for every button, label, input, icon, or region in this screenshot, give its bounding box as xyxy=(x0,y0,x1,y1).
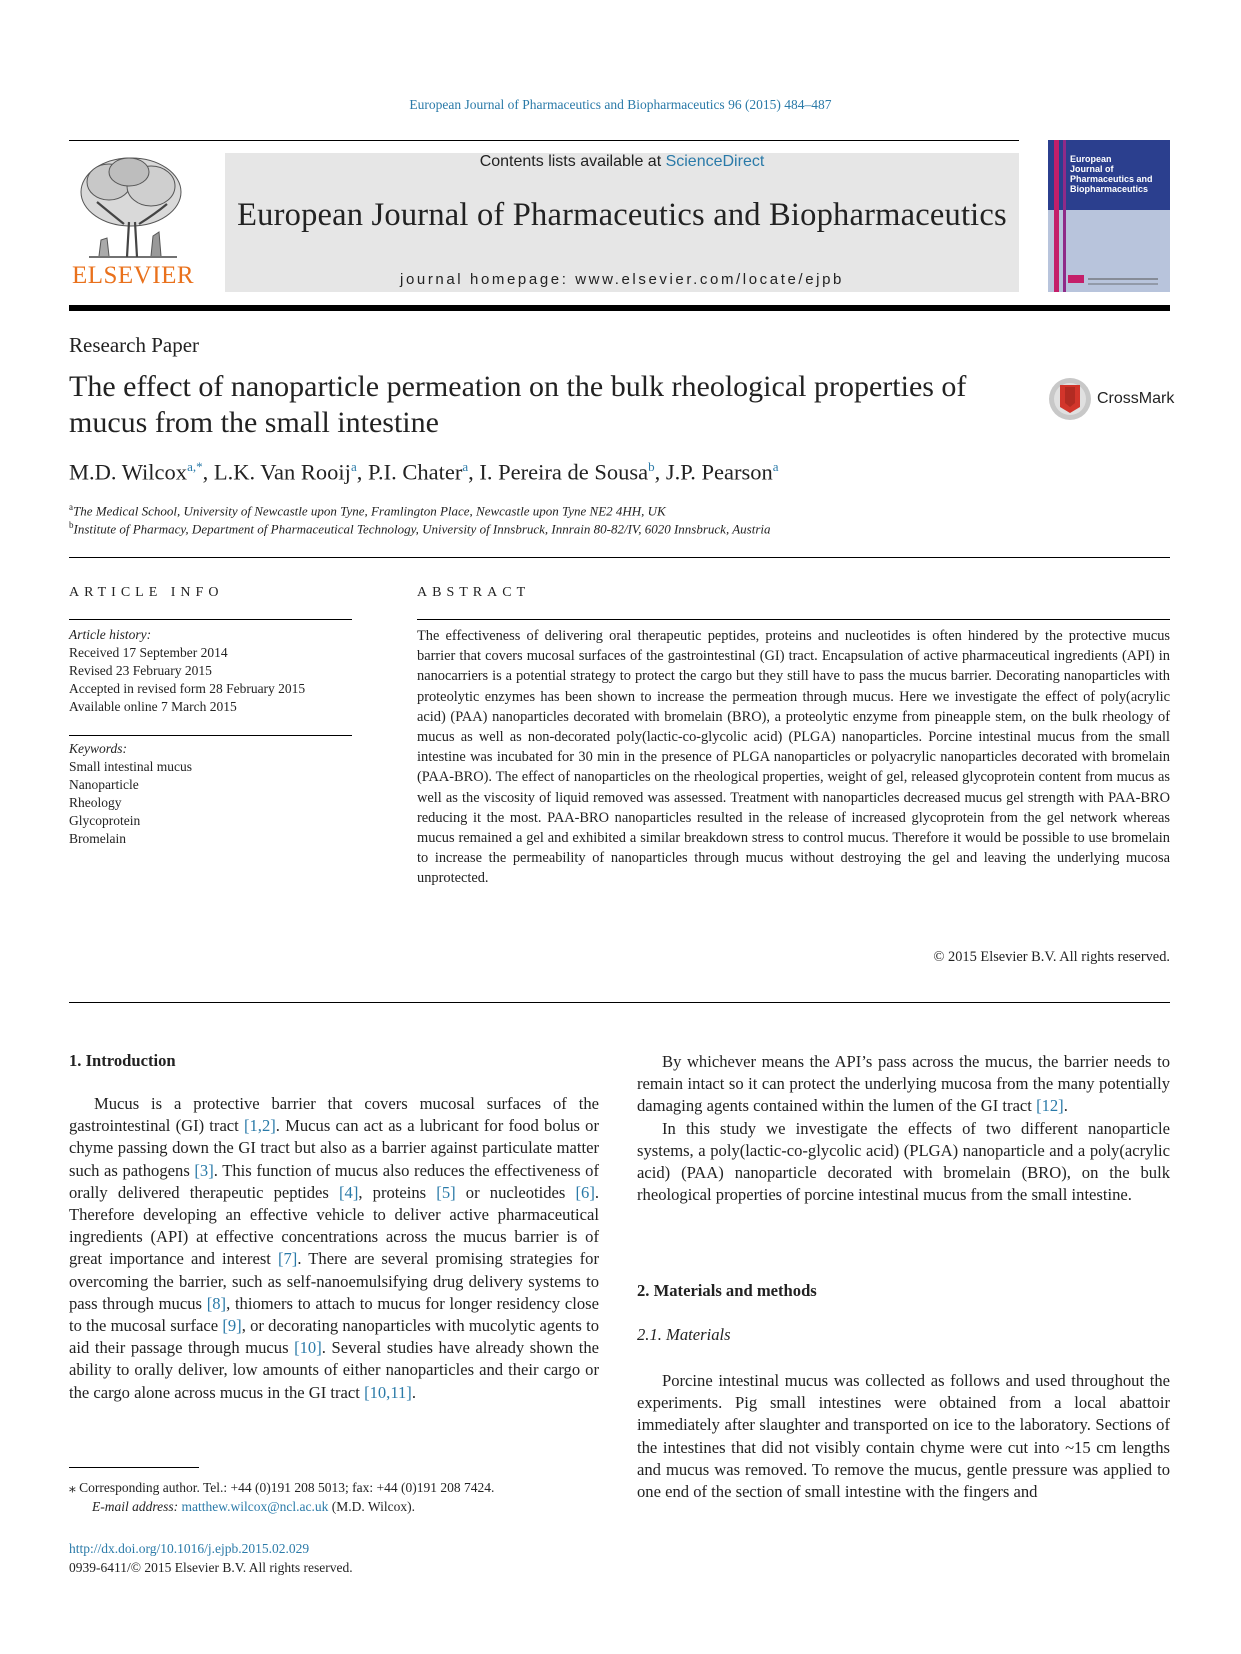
article-info-rule xyxy=(69,619,352,620)
materials-subheading: 2.1. Materials xyxy=(637,1325,731,1344)
right-column-intro xyxy=(637,1051,1170,1206)
journal-homepage-link[interactable]: journal homepage: www.elsevier.com/locate/ejpb xyxy=(400,271,844,288)
citation-link[interactable]: [6] xyxy=(575,1182,595,1202)
text-run: . There are several promising strategies for overcoming the barrier, such as self-nanoemulsifying drug delivery systems to pass through mucus xyxy=(69,1249,599,1313)
affiliation-mark: a xyxy=(69,502,73,512)
keyword-item: Small intestinal mucus xyxy=(69,759,192,774)
text-run: , proteins xyxy=(358,1182,437,1202)
abstract-rule xyxy=(417,619,1170,620)
crossmark-icon xyxy=(1048,377,1094,421)
corresponding-author-note: ⁎ Corresponding author. Tel.: +44 (0)191 208 5013; fax: +44 (0)191 208 7424. xyxy=(69,1480,495,1495)
citation-link[interactable]: [9] xyxy=(222,1316,242,1336)
text-run: , or decorating nanoparticles with mucolytic agents to aid their passage through mucus xyxy=(69,1316,599,1358)
affiliation-text: Institute of Pharmacy, Department of Pharmaceutical Technology, University of Innsbruck, Innrain 80-82/IV, 6020 Innsbruck, Austria xyxy=(73,521,771,537)
article-history-label: Article history: xyxy=(69,627,152,642)
text-run: , thiomers to attach to mucus for longer residency close to the mucosal surface xyxy=(69,1293,599,1336)
top-rule xyxy=(69,140,1019,141)
author-name: L.K. Van Rooij xyxy=(213,459,351,485)
thick-rule xyxy=(69,305,1170,311)
citation-link[interactable]: [10] xyxy=(294,1338,322,1358)
doi-link[interactable]: http://dx.doi.org/10.1016/j.ejpb.2015.02.029 xyxy=(69,1541,310,1556)
author-affiliation-mark[interactable]: a xyxy=(772,459,779,474)
text-run: . Therefore developing an effective vehicle to deliver active pharmaceutical ingredients (API) at effective concentrations across the mucus barrier is of great importance and interest xyxy=(69,1182,600,1269)
cover-title-line: Pharmaceutics and xyxy=(1070,174,1153,184)
keyword-item: Rheology xyxy=(69,795,122,810)
history-item: Received 17 September 2014 xyxy=(69,645,228,660)
keywords-rule xyxy=(69,735,352,736)
history-item: Available online 7 March 2015 xyxy=(69,699,237,714)
text-run: . Mucus can act as a lubricant for food bolus or chyme passing down the GI tract but also as a barrier against particulate matter such as pathogens xyxy=(69,1116,600,1180)
article-info-heading: ARTICLE INFO xyxy=(69,585,224,600)
citation-link[interactable]: [10,11] xyxy=(364,1382,412,1402)
author-affiliation-mark[interactable]: a xyxy=(350,459,357,474)
crossmark-label: CrossMark xyxy=(1097,390,1175,407)
citation-link[interactable]: [3] xyxy=(194,1160,214,1180)
keywords-label: Keywords: xyxy=(69,741,127,756)
introduction-text xyxy=(69,1093,599,1404)
contents-prefix: Contents lists available at xyxy=(479,153,666,170)
author-affiliation-mark[interactable]: a xyxy=(462,459,469,474)
abstract-text: The effectiveness of delivering oral therapeutic peptides, proteins and nucleotides is often hindered by the protective mucus barrier that covers mucosal surfaces of the gastrointestinal (GI) tract. Encapsulation of active pharmaceutical ingredients (API) in nanocarriers is a potential strategy to protect the cargo but they still have to pass the mucus barrier. Decorating nanoparticles with proteolytic enzymes has been shown to increase the permeation through mucus. Here we investigate the effect of poly(acrylic acid) (PAA) nanoparticles decorated with bromelain (BRO), a proteolytic enzyme from pineapple stem, on the bulk rheology of mucus as well as non-decorated poly(lactic-co-glycolic acid) (PLGA) nanoparticles. Porcine intestinal mucus from the small intestine was incubated for 30 min in the presence of PLGA nanoparticles or polyacrylic nanoparticles decorated with bromelain (PAA-BRO). The effect of nanoparticles on the rheological properties, weight of gel, released glycoprotein content from mucus as well as the viscosity of liquid removed was assessed. Treatment with nanoparticles decreased mucus gel strength with PAA-BRO reducing it the most. PAA-BRO nanoparticles resulted in the release of increased glycoprotein from the gel network whereas mucus remained a gel and exhibited a similar breakdown stress to control mucus. Therefore it would be possible to use bromelain to increase the permeability of nanoparticles through mucus without destroying the gel and leaving the underlying mucosa unprotected. xyxy=(417,628,1170,887)
email-suffix: (M.D. Wilcox). xyxy=(328,1499,415,1514)
article-type: Research Paper xyxy=(69,333,200,357)
paragraph: Porcine intestinal mucus was collected as follows and used throughout the experiments. Pig small intestines were obtained from a local abattoir immediately after slaughter and transported on ice to the laboratory. Sections of the intestines that did not visibly contain chyme were cut into ~15 cm lengths and mucus was removed. To remove the mucus, gentle pressure was applied to one end of the section of small intestine with the fingers and xyxy=(637,1371,1170,1502)
journal-citation[interactable]: European Journal of Pharmaceutics and Biopharmaceutics 96 (2015) 484–487 xyxy=(409,97,832,112)
author-name: J.P. Pearson xyxy=(665,459,773,485)
keywords xyxy=(69,740,359,848)
crossmark-button[interactable] xyxy=(1048,377,1175,421)
text-run: By whichever means the API’s pass across the mucus, the barrier needs to remain intact so it can protect the underlying mucosa from the many potentially damaging agents contained within the lumen of the GI tract xyxy=(637,1052,1170,1116)
text-run: . This function of mucus also reduces the effectiveness of orally delivered therapeutic peptides xyxy=(69,1160,600,1202)
keyword-item: Bromelain xyxy=(69,831,126,846)
journal-name: European Journal of Pharmaceutics and Biopharmaceutics xyxy=(237,197,1007,233)
doi-block xyxy=(69,1539,353,1577)
citation-link[interactable]: [4] xyxy=(339,1182,359,1202)
history-item: Revised 23 February 2015 xyxy=(69,663,212,678)
author-name: I. Pereira de Sousa xyxy=(479,459,649,485)
citation-link[interactable]: [12] xyxy=(1036,1096,1064,1116)
author-name: M.D. Wilcox xyxy=(69,459,188,485)
elsevier-wordmark: ELSEVIER xyxy=(71,262,195,289)
affiliation-b xyxy=(69,520,771,537)
issn-line: 0939-6411/© 2015 Elsevier B.V. All rights reserved. xyxy=(69,1560,353,1575)
author-affiliation-mark[interactable]: a,* xyxy=(187,459,203,474)
article-history xyxy=(69,626,359,716)
author-list: M.D. Wilcox$^{a,*}$, L.K. Van Rooij$^a$, P.I. Chater$^a$, I. Pereira de Sousa$^b$, J.P. Pearson$^a$ xyxy=(69,459,779,485)
text-run: . Several studies have already shown the ability to orally deliver, low amounts of either nanoparticles and their cargo or the cargo alone across mucus in the GI tract xyxy=(69,1338,599,1402)
email-link[interactable]: matthew.wilcox@ncl.ac.uk xyxy=(181,1499,329,1514)
cover-title-line: Biopharmaceutics xyxy=(1070,184,1149,194)
paragraph xyxy=(69,1093,599,1404)
text-run: Mucus is a protective barrier that covers mucosal surfaces of the gastrointestinal (GI) tract xyxy=(69,1094,599,1136)
paper-title: The effect of nanoparticle permeation on the bulk rheological properties of mucus from the small intestine xyxy=(69,370,967,439)
materials-text xyxy=(637,1370,1170,1503)
citation-link[interactable]: [5] xyxy=(436,1182,456,1202)
text-run: or nucleotides xyxy=(455,1182,576,1202)
author-name: P.I. Chater xyxy=(367,459,463,485)
cover-title-line: European xyxy=(1070,154,1112,164)
abstract-copyright: © 2015 Elsevier B.V. All rights reserved. xyxy=(933,949,1170,965)
introduction-heading: 1. Introduction xyxy=(69,1051,176,1070)
methods-heading: 2. Materials and methods xyxy=(637,1281,817,1300)
citation-link[interactable]: [1,2] xyxy=(243,1116,276,1136)
contents-line xyxy=(225,153,1019,171)
abstract-heading: ABSTRACT xyxy=(417,585,531,600)
email-line xyxy=(69,1497,629,1516)
sciencedirect-link[interactable]: ScienceDirect xyxy=(665,153,765,170)
footnote-rule xyxy=(69,1467,199,1468)
author-affiliation-mark[interactable]: b xyxy=(648,459,655,474)
cover-title-line: Journal of xyxy=(1070,164,1114,174)
body-rule xyxy=(69,1002,1170,1003)
section-rule xyxy=(69,557,1170,558)
keyword-item: Nanoparticle xyxy=(69,777,139,792)
affiliation-a xyxy=(69,502,666,519)
journal-cover-title xyxy=(1070,154,1168,194)
paragraph xyxy=(637,1051,1170,1118)
citation-link[interactable]: [7] xyxy=(277,1249,298,1269)
text-run: . xyxy=(411,1382,416,1402)
text-run: . xyxy=(1063,1096,1068,1116)
affiliation-mark: b xyxy=(69,520,74,530)
email-label: E-mail address: xyxy=(92,1499,179,1514)
history-item: Accepted in revised form 28 February 2015 xyxy=(69,681,306,696)
elsevier-logo[interactable] xyxy=(69,152,197,292)
keyword-item: Glycoprotein xyxy=(69,813,141,828)
citation-link[interactable]: [8] xyxy=(206,1293,227,1313)
affiliation-text: The Medical School, University of Newcastle upon Tyne, Framlington Place, Newcastle upon Tyne NE2 4HH, UK xyxy=(73,503,666,519)
journal-cover-thumbnail[interactable] xyxy=(1048,140,1170,292)
footnote xyxy=(69,1478,629,1516)
paragraph: In this study we investigate the effects of two different nanoparticle systems, a poly(lactic-co-glycolic acid) (PLGA) nanoparticle and a poly(acrylic acid) (PAA) nanoparticle decorated with bromelain (BRO), on the bulk rheological properties of porcine intestinal mucus from the small intestine. xyxy=(637,1118,1170,1205)
